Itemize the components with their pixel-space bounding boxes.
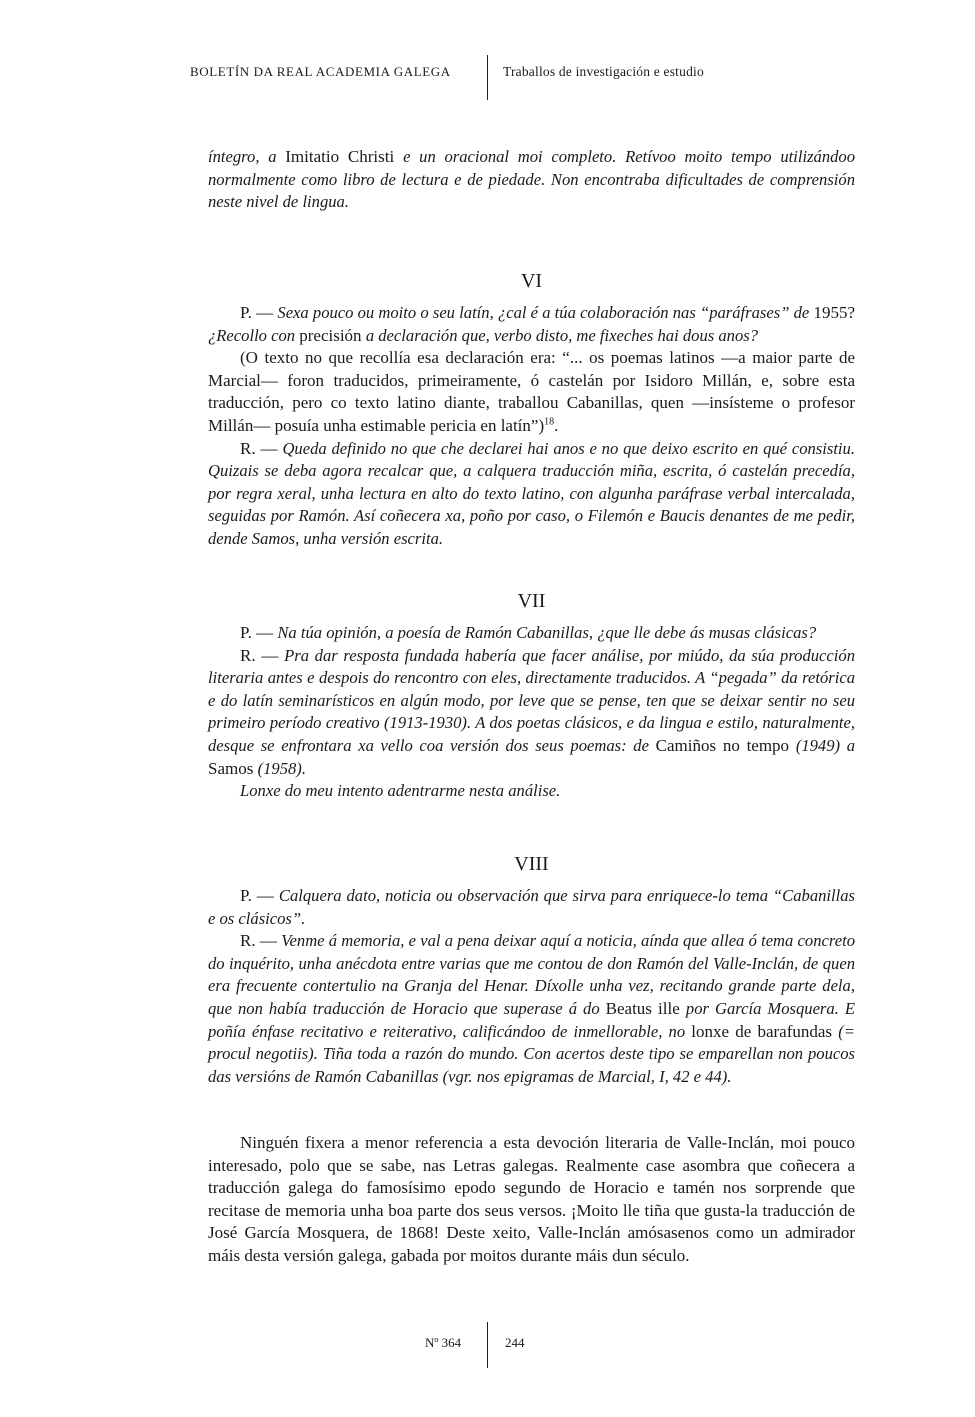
text-run: por García Mosquera. E poñía énfase recitativo e reiterativo, calificándoo de inmellorable, no <box>208 998 855 1041</box>
paragraph <box>208 146 855 214</box>
section-vi-body <box>208 302 855 551</box>
text-run: 1955? <box>813 303 855 322</box>
page-number: 244 <box>505 1335 525 1350</box>
paragraph <box>208 438 855 551</box>
text-run: Lonxe do meu intento adentrarme nesta análise. <box>240 781 561 801</box>
text-run: íntegro, <box>208 147 269 166</box>
text-run: (1949) a <box>795 735 855 755</box>
paragraph <box>208 622 855 645</box>
text-run: Calquera dato, noticia ou observación que sirva para enriquece-lo tema “Cabanillas e os clásicos”. <box>208 886 855 928</box>
text-run: . <box>554 415 559 435</box>
paragraph <box>208 1132 855 1268</box>
text-run: Queda definido no que che declarei hai anos e no que deixo escrito en qué consistiu. Quizais se deba agora recalcar que, a calquera traducción miña, escrita, ó castelán precedía, por regra xeral, unha lectura en alto do texto latino, con algunha paráfrase verbal intercalada, seguidas por Ramón. Así coñecera xa, poño por caso, o Filemón e Baucis denantes de me pedir, dende Samos, unha versión escrita. <box>208 438 855 548</box>
journal-title: BOLETÍN DA REAL ACADEMIA GALEGA <box>190 64 451 79</box>
text-run: R. — <box>240 438 283 458</box>
text-run: lonxe de barafundas <box>691 1021 839 1041</box>
text-run: (O texto no que recollía esa declaración era: “... os poemas latinos —a maior parte de Marcial— foron traducidos, primeiramente, ó castelán por Isidoro Millán, e, sobre esta traducción, pero co texto latino diante, traballou Cabanillas, quen —insísteme o profesor Millán— posuía unha estimable pericia en latín”) <box>208 348 855 435</box>
text-run: P. — <box>240 623 278 642</box>
paragraph <box>208 302 855 347</box>
closing-paragraph <box>208 1132 855 1268</box>
text-run: ¿Recollo con <box>208 325 300 345</box>
section-viii-body <box>208 885 855 1088</box>
section-heading-viii: VIII <box>514 853 549 875</box>
text-run: Samos <box>208 758 258 778</box>
text-run: Imitatio Christi <box>285 147 404 166</box>
text-run: precisión <box>299 325 366 345</box>
text-run: Sexa pouco ou moito o seu latín, ¿cal é a túa colaboración nas “paráfrases” de <box>277 303 814 322</box>
text-run: a declaración que, verbo disto, me fixeches hai dous anos? <box>365 325 758 345</box>
text-run: Beatus ille <box>605 998 686 1018</box>
intro-text <box>208 146 855 214</box>
text-run: a <box>268 147 286 166</box>
text-run: P. — <box>240 303 278 322</box>
text-run: Camiños no tempo <box>655 735 796 755</box>
paragraph <box>208 645 855 781</box>
text-run: Pra dar resposta fundada habería que facer análise, por miúdo, da súa producción literaria antes e despois do rencontro con eles, directamente traducidos. A “pegada” da retórica e do latín seminarísticos en algún modo, por leve que se pense, ten que se deixar sentir no seu primeiro período creativo (1913-1930). A dos poetas clásicos, e da lingua e estilo, naturalmente, desque se enfrontara xa vello coa versión dos seus poemas: de <box>208 645 855 755</box>
text-run: e un oracional moi completo. Retívoo moito tempo utilizándoo normalmente como libro de lectura e de piedade. Non encontraba dificultades de comprensión neste nivel de lingua. <box>208 147 856 212</box>
header-divider <box>487 55 488 100</box>
text-run: Na túa opinión, a poesía de Ramón Cabanillas, ¿que lle debe ás musas clásicas? <box>277 623 817 642</box>
text-run: P. — <box>240 886 279 905</box>
section-heading-vi: VI <box>520 270 543 292</box>
section-heading-vii: VII <box>517 590 546 612</box>
text-run: R. — <box>240 645 285 665</box>
issue-number: Nº 364 <box>425 1335 462 1350</box>
paragraph <box>208 930 855 1088</box>
paragraph <box>208 885 855 930</box>
paragraph <box>208 347 855 437</box>
footnote-ref[interactable]: 18 <box>544 416 555 428</box>
section-vii-body <box>208 622 855 803</box>
footer-divider <box>487 1322 488 1368</box>
paragraph <box>208 780 855 803</box>
text-run: Ninguén fixera a menor referencia a esta devoción literaria de Valle-Inclán, moi pouco interesado, polo que se sabe, nas Letras galegas. Realmente case asombra que coñecera a traducción galega do famosísimo epodo segundo de Horacio e tamén nos sorprende que recitase de memoria unha boa parte dos seus versos. ¡Moito lle tiña que gusta-la traducción de José García Mosquera, de 1868! Deste xeito, Valle-Inclán amósasenos como un admirador máis desta versión galega, gabada por moitos durante máis dun século. <box>208 1133 855 1265</box>
text-run: (= procul negotiis). Tiña toda a razón do mundo. Con acertos deste tipo se emparellan non poucos das versións de Ramón Cabanillas (vgr. nos epigramas de Marcial, I, 42 e 44). <box>208 1021 855 1086</box>
text-run: (1958). <box>257 758 306 778</box>
text-run: R. — <box>240 931 282 951</box>
text-run: Venme á memoria, e val a pena deixar aquí a noticia, aínda que allea ó tema concreto do inquérito, unha anécdota entre varias que me contou de don Ramón del Valle-Inclán, de quen era frecuente contertulio na Granja del Henar. Díxolle unha vez, recitando grande parte dela, que non había traducción de Horacio que superase á do <box>208 931 855 1018</box>
section-title: Traballos de investigación e estudio <box>503 64 704 79</box>
